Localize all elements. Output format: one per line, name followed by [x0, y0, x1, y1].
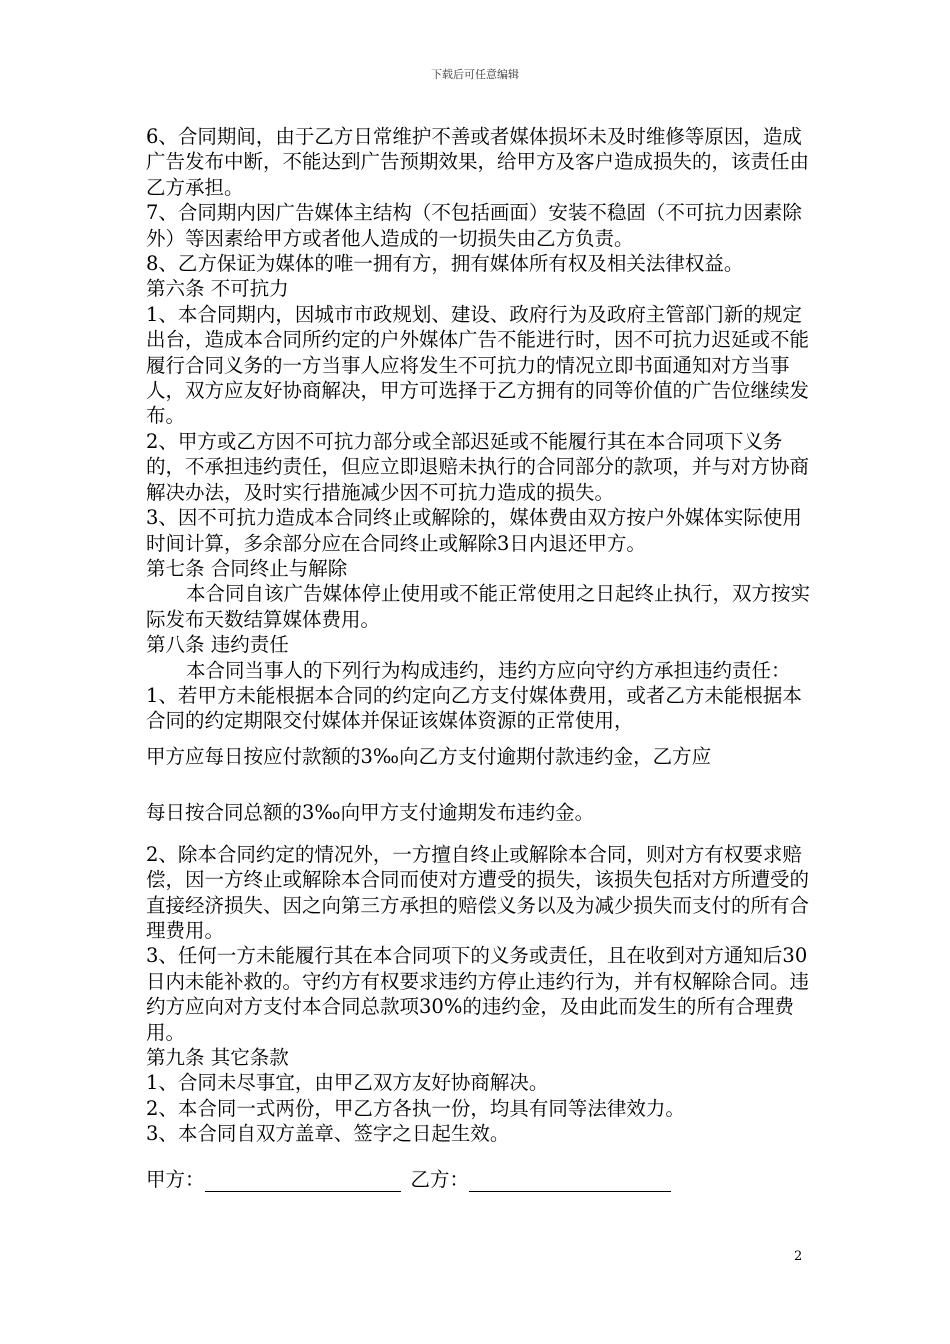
section-heading-termination: 第七条 合同终止与解除	[146, 556, 348, 580]
clause-8: 8、乙方保证为媒体的唯一拥有方，拥有媒体所有权及相关法律权益。	[146, 252, 744, 276]
other-terms-clause-2: 2、本合同一式两份，甲乙方各执一份，均具有同等法律效力。	[146, 1096, 685, 1120]
party-b-signature-line[interactable]	[469, 1171, 671, 1192]
section-heading-other-terms: 第九条 其它条款	[146, 1046, 289, 1069]
force-majeure-clause-2: 2、甲方或乙方因不可抗力部分或全部迟延或不能履行其在本合同项下义务的，不承担违约责任，但应立即退赔未执行的合同部分的款项，并与对方协商解决办法，及时实行措施减少因不可抗力造成的损失。	[146, 429, 810, 504]
signature-block	[146, 1167, 812, 1192]
force-majeure-clause-1: 1、本合同期内，因城市市政规划、建设、政府行为及政府主管部门新的规定出台，造成本合同所约定的户外媒体广告不能进行时，因不可抗力迟延或不能履行合同义务的一方当事人应将发生不可抗力的情况立即书面通知对方当事人，双方应友好协商解决，甲方可选择于乙方拥有的同等价值的广告位继续发布。	[146, 302, 810, 428]
termination-paragraph: 本合同自该广告媒体停止使用或不能正常使用之日起终止执行，双方按实际发布天数结算媒体费用。	[146, 582, 811, 631]
party-a-signature-line[interactable]	[205, 1171, 401, 1192]
force-majeure-clause-3: 3、因不可抗力造成本合同终止或解除的，媒体费由双方按户外媒体实际使用时间计算，多余部分应在合同终止或解除3日内退还甲方。	[146, 506, 802, 555]
other-terms-clause-1: 1、合同未尽事宜，由甲乙双方友好协商解决。	[146, 1071, 549, 1095]
breach-clause-1-penalty-b: 每日按合同总额的3‰向甲方支付逾期发布违约金。	[146, 800, 595, 824]
breach-clause-3: 3、任何一方未能履行其在本合同项下的义务或责任，且在收到对方通知后30日内未能补救的。守约方有权要求违约方停止违约行为，并有权解除合同。违约方应向对方支付本合同总款项30%的违约金，及由此而发生的所有合理费用。	[146, 944, 810, 1044]
clause-7: 7、合同期内因广告媒体主结构（不包括画面）安装不稳固（不可抗力因素除外）等因素给甲方或者他人造成的一切损失由乙方负责。	[146, 201, 802, 250]
party-a-label: 甲方：	[146, 1167, 205, 1191]
breach-clause-1: 1、若甲方未能根据本合同的约定向乙方支付媒体费用，或者乙方未能根据本合同的约定期限交付媒体并保证该媒体资源的正常使用，	[146, 683, 802, 733]
page-header: 下载后可任意编辑	[431, 68, 519, 81]
breach-clause-2: 2、除本合同约定的情况外，一方擅自终止或解除本合同，则对方有权要求赔偿，因一方终止或解除本合同而使对方遭受的损失，该损失包括对方所遭受的直接经济损失、因之向第三方承担的赔偿义务以及为减少损失而支付的所有合理费用。	[146, 842, 810, 942]
breach-intro: 本合同当事人的下列行为构成违约，违约方应向守约方承担违约责任：	[186, 658, 791, 682]
section-heading-breach: 第八条 违约责任	[146, 633, 289, 657]
other-terms-clause-3: 3、本合同自双方盖章、签字之日起生效。	[146, 1122, 510, 1146]
document-body	[146, 124, 812, 1192]
section-heading-force-majeure: 第六条 不可抗力	[146, 277, 289, 301]
breach-clause-1-penalty-a: 甲方应每日按应付款额的3‰向乙方支付逾期付款违约金，乙方应	[146, 744, 712, 768]
party-b-label: 乙方：	[410, 1167, 470, 1191]
page-number: 2	[794, 1249, 803, 1264]
clause-6: 6、合同期间，由于乙方日常维护不善或者媒体损坏未及时维修等原因，造成广告发布中断，不能达到广告预期效果，给甲方及客户造成损失的，该责任由乙方承担。	[146, 125, 810, 199]
